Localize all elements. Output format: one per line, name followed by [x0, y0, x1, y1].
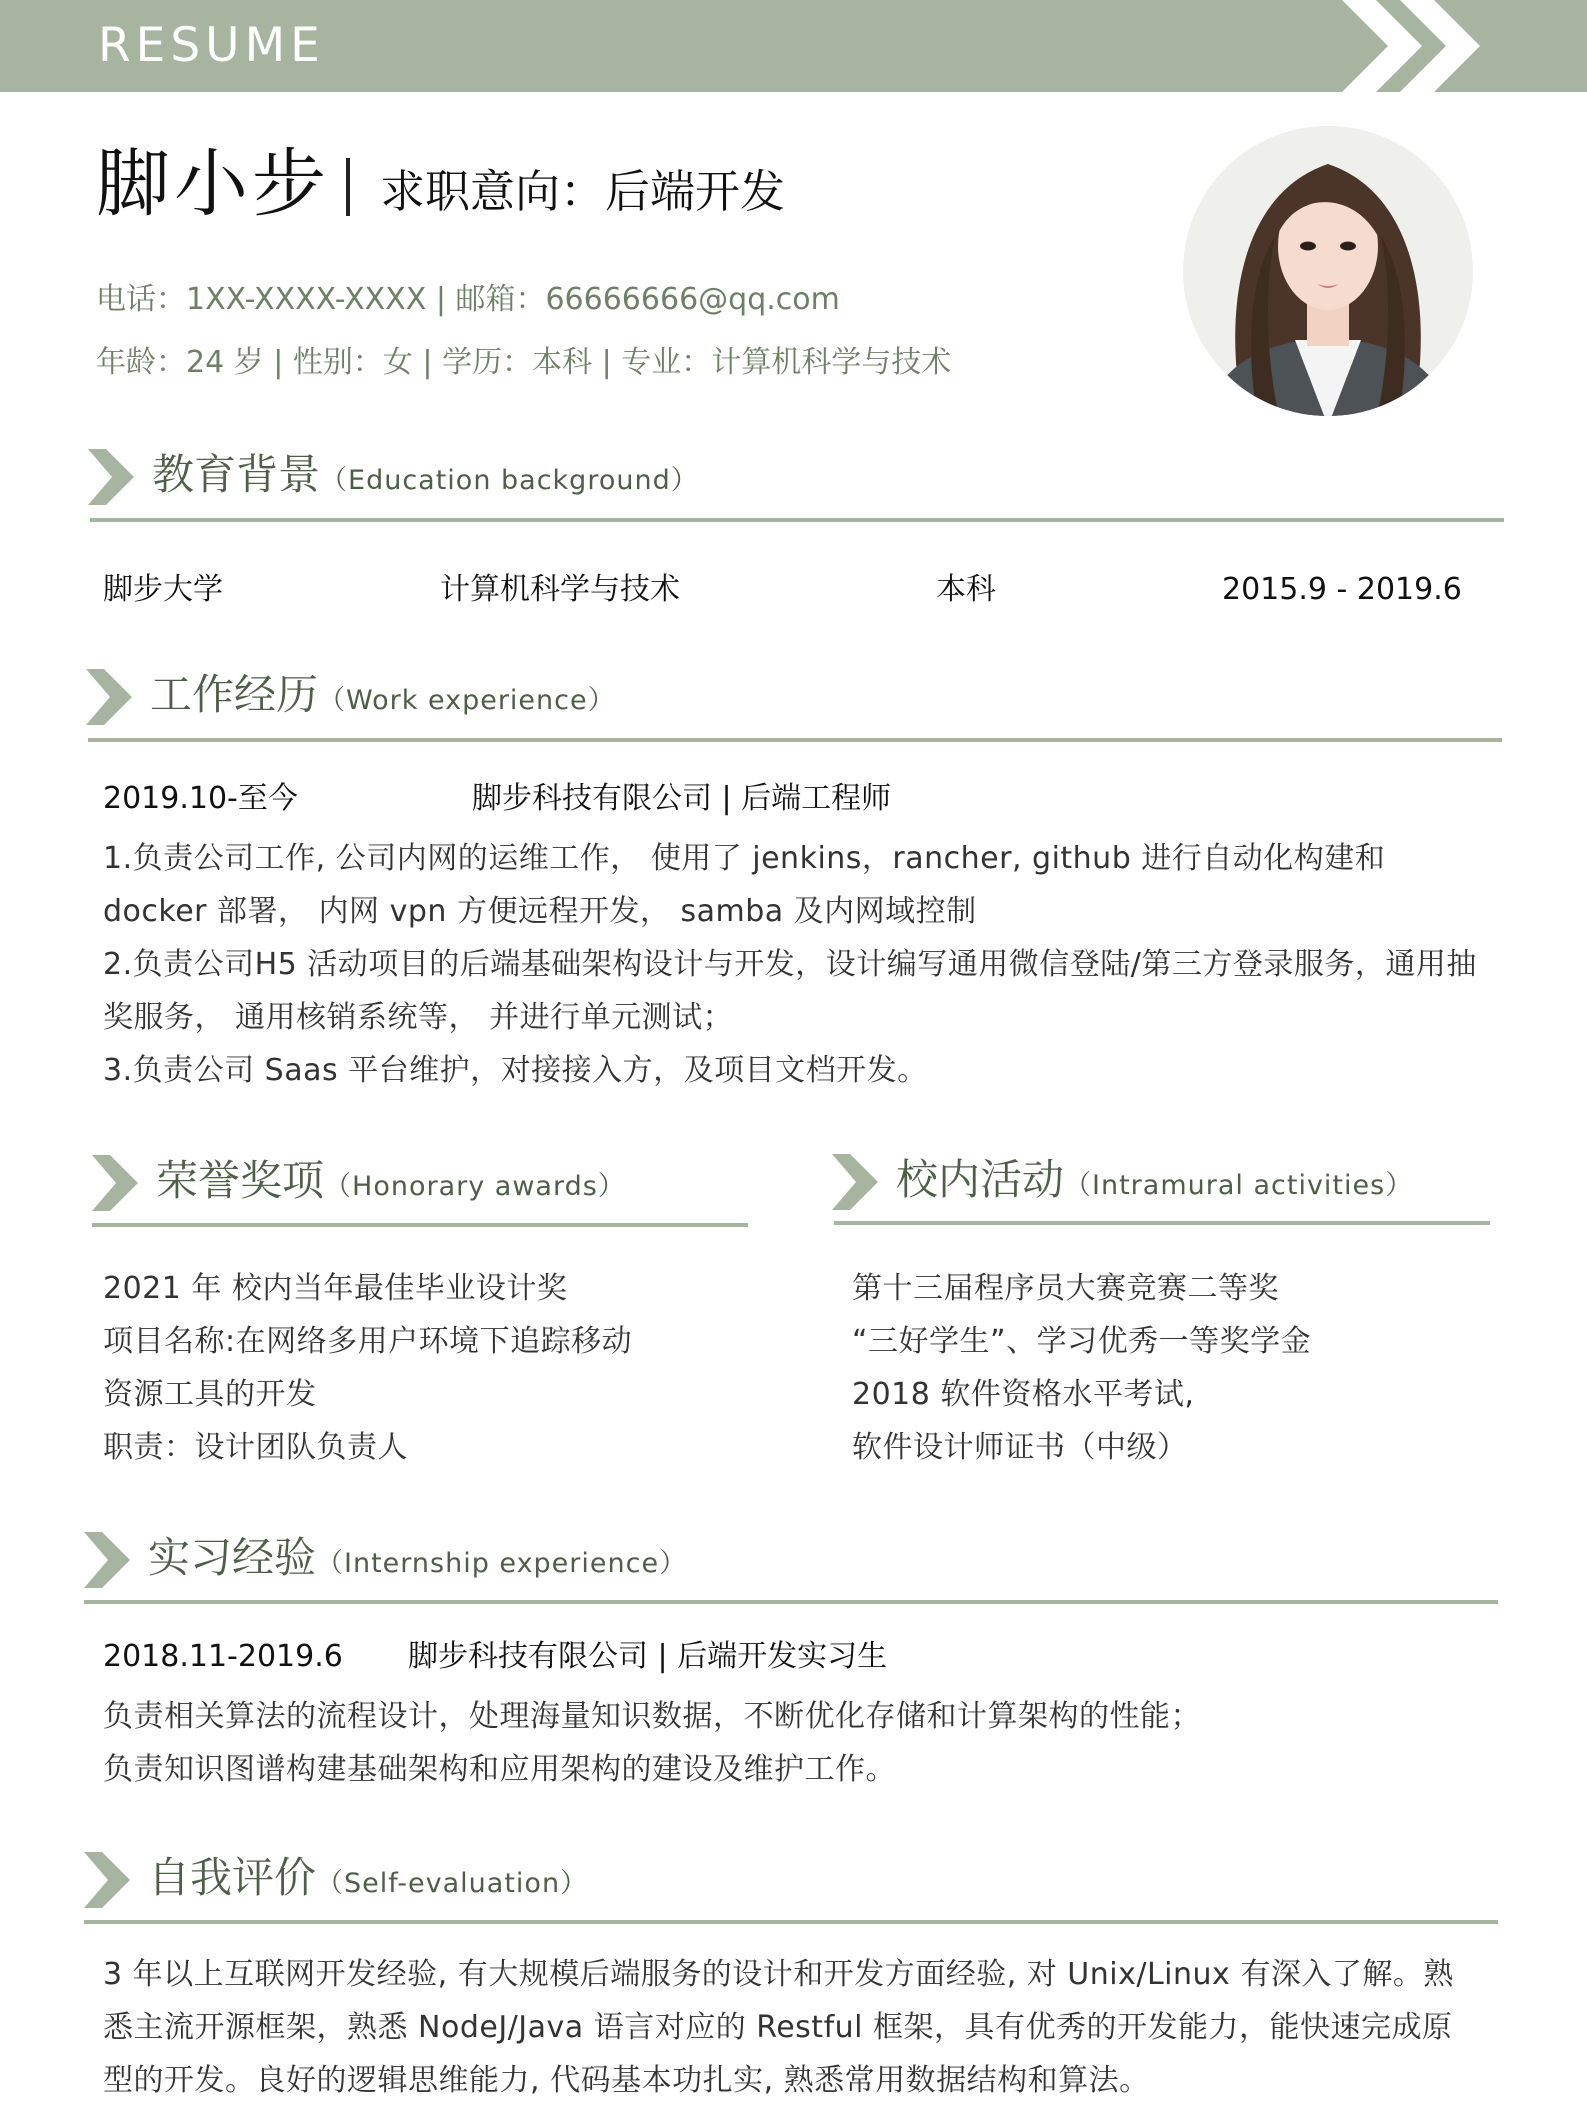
section-title: 教育背景 [152, 450, 321, 499]
list-item: 资源工具的开发 [103, 1377, 317, 1412]
chevron-right-icon [84, 1532, 130, 1588]
self-evaluation-text: 3 年以上互联网开发经验, 有大规模后端服务的设计和开发方面经验, 对 Unix/Linux 有深入了解。熟悉主流开源框架，熟悉 NodeJ/Java 语言对应的 Restful 框架，具有优秀的开发能力，能快速完成原型的开发。良好的逻辑思维能力, 代码基本功扎实, 熟悉常用数据结构和算法。 [103, 1957, 1454, 2098]
name-divider [346, 158, 350, 216]
major: 计算机科学与技术 [440, 572, 680, 607]
list-item: 负责知识图谱构建基础架构和应用架构的建设及维护工作。 [103, 1752, 896, 1787]
activities-section-header [832, 1152, 1492, 1222]
education-section-header [88, 447, 1508, 517]
section-divider [92, 1223, 748, 1227]
list-item: 软件设计师证书（中级） [852, 1430, 1188, 1465]
internship-period: 2018.11-2019.6 [103, 1639, 343, 1674]
work-duties [103, 832, 1483, 1097]
section-divider [834, 1221, 1490, 1225]
school-name: 脚步大学 [103, 572, 223, 607]
section-subtitle: （Education background） [320, 465, 699, 496]
list-item: 第十三届程序员大赛竞赛二等奖 [852, 1271, 1279, 1306]
awards-list [103, 1262, 723, 1474]
self-evaluation-section-header [84, 1850, 1504, 1920]
chevron-right-icon [86, 669, 132, 725]
internship-company-role: 脚步科技有限公司 | 后端开发实习生 [408, 1639, 888, 1674]
section-divider [88, 738, 1502, 742]
contact-line: 电话：1XX-XXXX-XXXX | 邮箱：66666666@qq.com [96, 282, 840, 317]
section-subtitle: （Self-evaluation） [316, 1868, 589, 1899]
section-subtitle: （Internship experience） [316, 1548, 688, 1579]
section-divider [84, 1600, 1498, 1604]
resume-banner [0, 0, 1587, 92]
personal-info-line: 年龄：24 岁 | 性别：女 | 学历：本科 | 专业：计算机科学与技术 [96, 345, 952, 380]
avatar-portrait [1183, 126, 1473, 416]
section-subtitle: （Work experience） [318, 685, 616, 716]
list-item: 职责：设计团队负责人 [103, 1430, 408, 1465]
degree: 本科 [936, 572, 996, 607]
list-item: 2018 软件资格水平考试, [852, 1377, 1195, 1412]
education-period: 2015.9 - 2019.6 [1222, 572, 1462, 607]
section-title: 实习经验 [148, 1533, 317, 1582]
list-item: 1.负责公司工作, 公司内网的运维工作， 使用了 jenkins，rancher, github 进行自动化构建和docker 部署， 内网 vpn 方便远程开发， samba 及内网域控制 [103, 841, 1386, 929]
section-divider [84, 1920, 1498, 1924]
internship-duties [103, 1690, 1483, 1796]
list-item: 2.负责公司H5 活动项目的后端基础架构设计与开发，设计编写通用微信登陆/第三方登录服务，通用抽奖服务， 通用核销系统等， 并进行单元测试； [103, 947, 1477, 1035]
chevron-right-icon [84, 1852, 130, 1908]
chevron-right-icon [832, 1154, 878, 1210]
section-divider [90, 518, 1504, 522]
double-chevron-icon [1330, 0, 1510, 92]
work-section-header [86, 667, 1506, 737]
banner-title: RESUME [98, 18, 325, 73]
list-item: 项目名称:在网络多用户环境下追踪移动 [103, 1324, 633, 1359]
list-item: “三好学生”、学习优秀一等奖学金 [852, 1324, 1312, 1359]
chevron-right-icon [88, 449, 134, 505]
candidate-name: 脚小步 [96, 141, 330, 227]
avatar [1183, 126, 1473, 416]
section-title: 工作经历 [150, 670, 319, 719]
activities-list [852, 1262, 1472, 1474]
list-item: 3.负责公司 Saas 平台维护，对接接入方，及项目文档开发。 [103, 1053, 928, 1088]
section-title: 校内活动 [896, 1155, 1065, 1204]
list-item: 负责相关算法的流程设计，处理海量知识数据，不断优化存储和计算架构的性能； [103, 1699, 1201, 1734]
internship-section-header [84, 1530, 1504, 1600]
work-company-role: 脚步科技有限公司 | 后端工程师 [472, 781, 892, 816]
job-intent: 求职意向：后端开发 [380, 165, 786, 218]
work-period: 2019.10-至今 [103, 781, 298, 816]
awards-section-header [92, 1153, 752, 1223]
section-subtitle: （Intramural activities） [1064, 1170, 1414, 1201]
section-title: 自我评价 [148, 1853, 317, 1902]
section-subtitle: （Honorary awards） [324, 1171, 626, 1202]
section-title: 荣誉奖项 [156, 1156, 325, 1205]
chevron-right-icon [92, 1155, 138, 1211]
list-item: 2021 年 校内当年最佳毕业设计奖 [103, 1271, 568, 1306]
